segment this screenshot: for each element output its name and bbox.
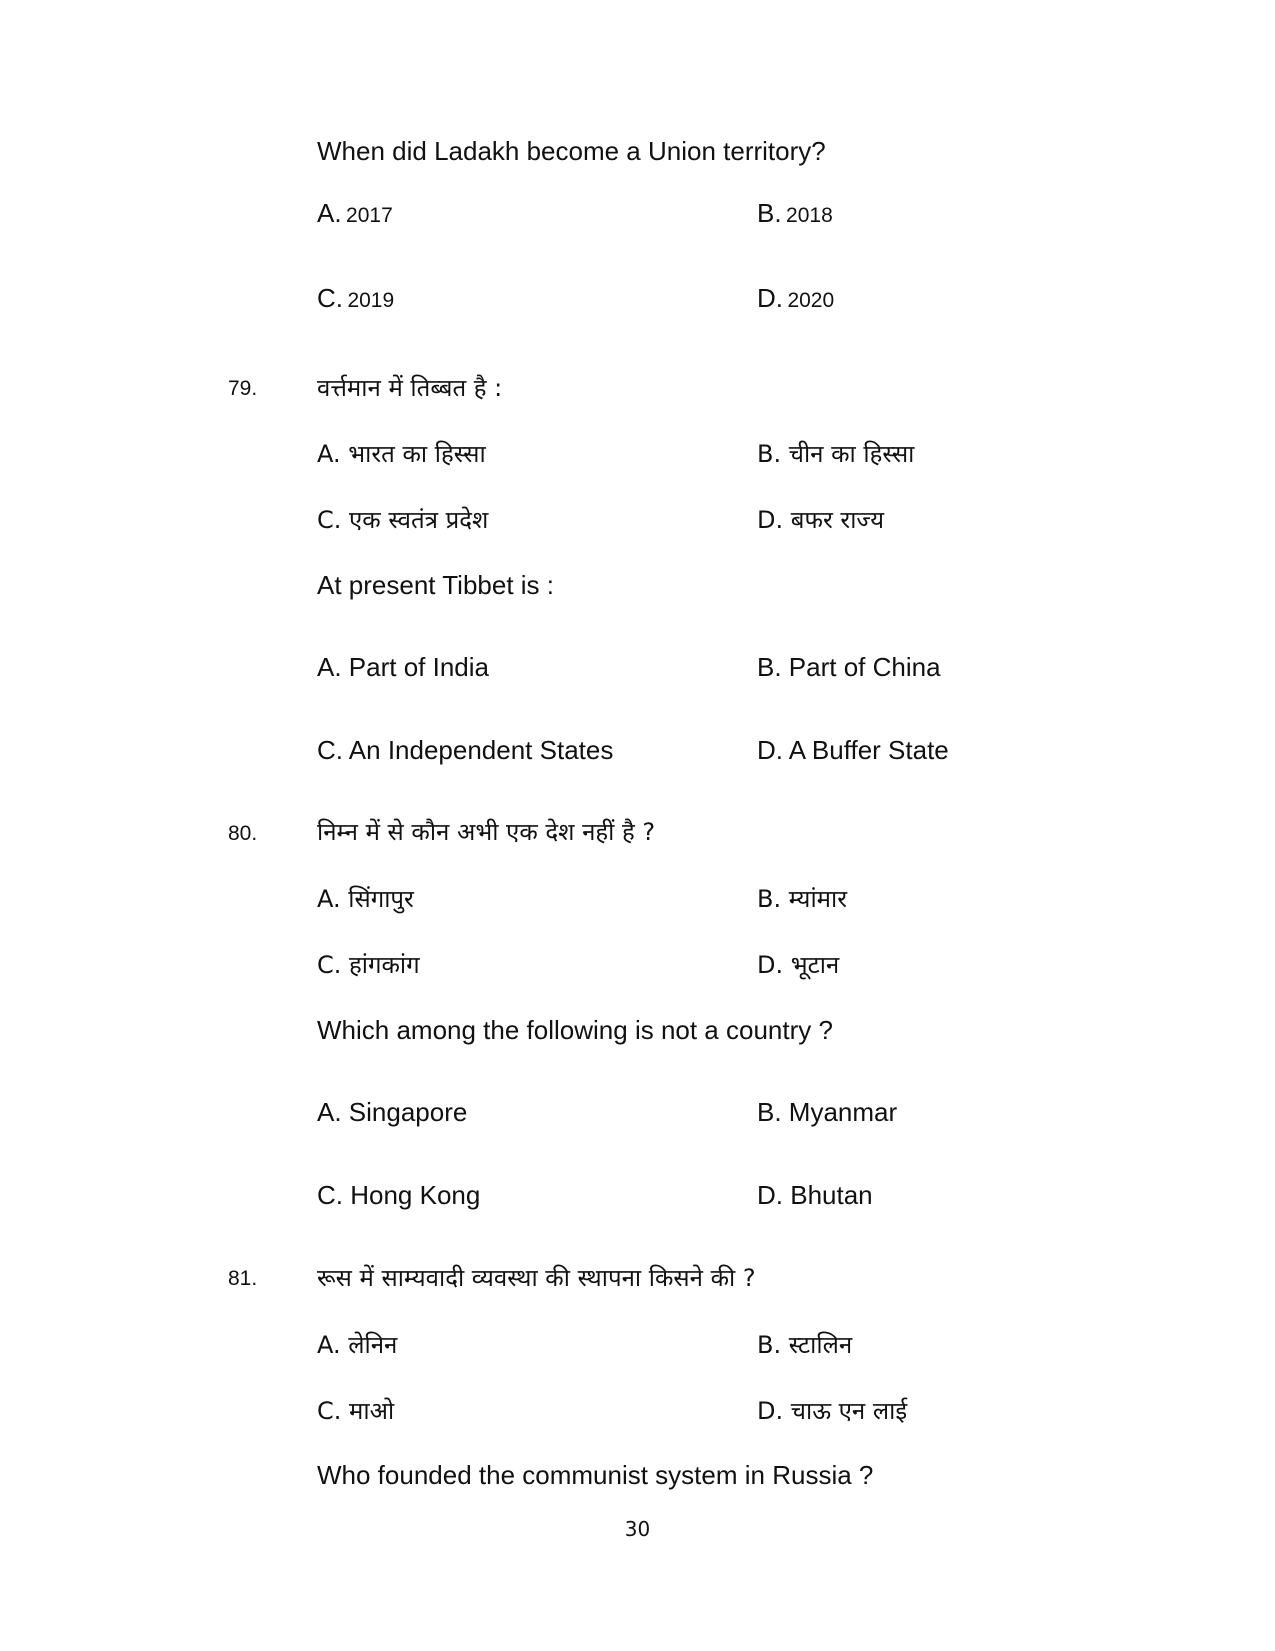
q79-question-hi: वर्त्तमान में तिब्बत है : [317, 374, 503, 402]
q80-option-a-hi: A. सिंगापुर [317, 885, 414, 913]
q81-number: 81. [228, 1267, 258, 1290]
q78-option-c [317, 283, 394, 314]
q79-option-a-en: A. Part of India [317, 652, 489, 682]
option-value: 2019 [347, 289, 395, 312]
option-letter: C. [317, 283, 343, 313]
q78-option-a [317, 198, 393, 229]
page-number: 30 [624, 1517, 651, 1541]
q79-option-b-en: B. Part of China [757, 652, 941, 682]
q80-option-b-en: B. Myanmar [757, 1097, 898, 1127]
q79-option-a-hi: A. भारत का हिस्सा [317, 440, 486, 468]
q80-option-c-hi: C. हांगकांग [317, 951, 420, 979]
q79-option-c-hi: C. एक स्वतंत्र प्रदेश [317, 506, 489, 534]
q81-option-b-hi: B. स्टालिन [757, 1331, 853, 1359]
q80-question-hi: निम्न में से कौन अभी एक देश नहीं है ? [317, 818, 656, 846]
q80-number: 80. [228, 822, 258, 845]
q79-option-b-hi: B. चीन का हिस्सा [757, 440, 915, 468]
q79-option-c-en: C. An Independent States [317, 735, 614, 765]
q80-option-b-hi: B. म्यांमार [757, 885, 848, 913]
q81-option-a-hi: A. लेनिन [317, 1331, 398, 1359]
q80-option-d-hi: D. भूटान [757, 951, 840, 979]
q81-question-hi: रूस में साम्यवादी व्यवस्था की स्थापना किसने की ? [317, 1264, 756, 1292]
q79-option-d-hi: D. बफर राज्य [757, 506, 885, 534]
q80-option-d-en: D. Bhutan [757, 1180, 873, 1210]
option-letter: A. [317, 198, 342, 228]
option-value: 2018 [786, 204, 833, 227]
q78-option-b [757, 198, 833, 229]
q80-option-c-en: C. Hong Kong [317, 1180, 481, 1210]
q81-option-c-hi: C. माओ [317, 1397, 395, 1425]
q80-question-en: Which among the following is not a country ? [317, 1015, 833, 1045]
q79-number: 79. [228, 377, 258, 400]
q79-question-en: At present Tibbet is : [317, 570, 555, 600]
q81-question-en: Who founded the communist system in Russia ? [317, 1460, 874, 1490]
option-letter: B. [757, 198, 782, 228]
q78-option-d [757, 283, 834, 314]
q79-option-d-en: D. A Buffer State [757, 735, 949, 765]
q78-question-en: When did Ladakh become a Union territory? [317, 136, 826, 166]
q80-option-a-en: A. Singapore [317, 1097, 468, 1127]
q81-option-d-hi: D. चाऊ एन लाई [757, 1397, 908, 1425]
option-value: 2020 [787, 289, 835, 312]
option-letter: D. [757, 283, 783, 313]
option-value: 2017 [346, 204, 393, 227]
